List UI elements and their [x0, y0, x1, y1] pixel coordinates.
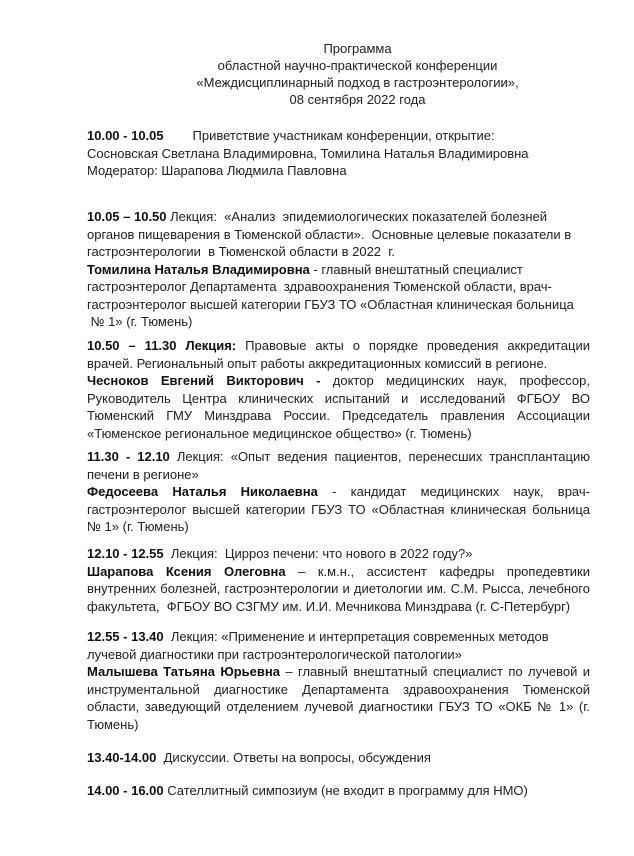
- line-text: – главный внештатный специалист по лучевой и: [279, 664, 590, 679]
- bold-text: 13.40-14.00: [87, 750, 157, 765]
- program-line: [87, 337, 590, 355]
- program-line: [87, 407, 590, 425]
- bold-text: Шарапова Ксения Олеговна: [87, 563, 286, 579]
- line-text: Лекция: «Анализ эпидемиологических показателей болезней: [166, 209, 548, 224]
- program-title: [90, 40, 625, 108]
- line-text: № 1» (г. Тюмень): [87, 519, 189, 534]
- program-item: [87, 127, 590, 180]
- title-line: 08 сентября 2022 года: [289, 92, 426, 107]
- line-text: Тюмень): [87, 716, 139, 732]
- line-text: Сосновская Светлана Владимировна, Томилина Наталья Владимировна: [87, 145, 529, 161]
- program-line: [87, 162, 590, 180]
- program-line: [87, 563, 590, 581]
- program-item: [87, 628, 590, 733]
- program-line: [87, 278, 590, 296]
- line-text: «Тюменское региональное медицинское общество» (г. Тюмень): [87, 425, 472, 441]
- title-line: «Междисциплинарный подход в гастроэнтерологии»,: [196, 75, 519, 90]
- program-item: [87, 448, 590, 536]
- program-line: [87, 313, 590, 331]
- line-text: Руководитель Центра клинических испытаний и исследований ФГБОУ ВО: [87, 390, 590, 406]
- program-line: [87, 716, 590, 734]
- program-item: [87, 782, 590, 800]
- program-line: [87, 372, 590, 390]
- program-line: [87, 425, 590, 443]
- line-text: врачей. Региональный опыт работы аккредитационных комиссий в регионе.: [87, 355, 548, 371]
- bold-text: 12.10 - 12.55: [87, 546, 164, 561]
- program-line: [87, 501, 590, 519]
- program-line: [87, 580, 590, 598]
- line-text: Правовые акты о порядке проведения аккредитации: [236, 338, 591, 353]
- program-line: [87, 243, 590, 261]
- line-text: Приветствие участникам конференции, открытие:: [163, 128, 495, 143]
- line-text: – к.м.н., ассистент кафедры пропедевтики: [285, 563, 590, 579]
- program-line: [87, 296, 590, 314]
- program-line: [87, 663, 590, 681]
- bold-text: Малышева Татьяна Юрьевна: [87, 664, 280, 679]
- program-line: [87, 390, 590, 408]
- line-text: органов пищеварения в Тюменской области». Основные целевые показатели в: [87, 226, 572, 242]
- line-text: инструментальной диагностике Департамента здравоохранения Тюменской: [87, 681, 590, 697]
- program-line: [87, 646, 590, 664]
- program-line: [87, 545, 590, 563]
- bold-text: 11.30 - 12.10: [87, 449, 170, 464]
- line-text: Модератор: Шарапова Людмила Павловна: [87, 163, 347, 178]
- title-line: Программа: [323, 41, 392, 56]
- program-line: [87, 483, 590, 501]
- line-text: лучевой диагностики при гастроэнтерологической патологии»: [87, 646, 462, 662]
- program-line: [87, 518, 590, 536]
- program-line: [87, 261, 590, 279]
- program-line: [87, 145, 590, 163]
- program-line: [87, 698, 590, 716]
- line-text: факультета, ФГБОУ ВО СЗГМУ им. И.И. Мечникова Минздрава (г. С-Петербург): [87, 598, 571, 614]
- bold-text: Чесноков Евгений Викторович -: [87, 373, 321, 388]
- bold-text: 10.50 – 11.30 Лекция:: [87, 338, 237, 353]
- program-line: [87, 448, 590, 466]
- program-item: [87, 337, 590, 442]
- program-line: [87, 466, 590, 484]
- line-text: области, заведующий отделением лучевой диагностики ГБУЗ ТО «ОКБ № 1» (г.: [87, 699, 590, 714]
- program-line: [87, 355, 590, 373]
- bold-text: 14.00 - 16.00: [87, 783, 164, 798]
- bold-text: Федосеева Наталья Николаевна: [87, 484, 318, 499]
- title-line: областной научно-практической конференции: [217, 58, 498, 73]
- program-line: [87, 226, 590, 244]
- line-text: доктор медицинских наук, профессор,: [320, 373, 591, 388]
- program-line: [87, 127, 590, 145]
- line-text: Лекция: «Опыт ведения пациентов, перенесших трансплантацию: [169, 449, 590, 464]
- line-text: гастроэнтеролог Департамента здравоохранения Тюменской области, врач-: [87, 279, 552, 294]
- line-text: Лекция: «Применение и интерпретация современных методов: [163, 629, 549, 644]
- program-line: [87, 782, 590, 800]
- bold-text: 10.00 - 10.05: [87, 128, 164, 143]
- line-text: гастроэнтеролог высшей категории ГБУЗ ТО «Областная клиническая больница: [87, 296, 574, 312]
- line-text: печени в регионе»: [87, 466, 199, 482]
- program-item: [87, 208, 590, 331]
- line-text: Дискуссии. Ответы на вопросы, обсуждения: [156, 750, 431, 765]
- program-line: [87, 628, 590, 646]
- line-text: № 1» (г. Тюмень): [87, 314, 193, 329]
- bold-text: 10.05 – 10.50: [87, 209, 167, 224]
- line-text: - главный внештатный специалист: [309, 261, 523, 277]
- program-item: [87, 545, 590, 615]
- line-text: Лекция: Цирроз печени: что нового в 2022 году?»: [163, 546, 473, 561]
- program-line: [87, 208, 590, 226]
- program-line: [87, 749, 590, 767]
- line-text: внутренних болезней, гастроэнтерологии и диетологии им. С.М. Рысса, лечебного: [87, 581, 590, 596]
- line-text: Тюменский ГМУ Минздрава России. Председатель правления Ассоциации: [87, 408, 590, 423]
- program-item: [87, 749, 590, 767]
- line-text: гастроэнтеролог высшей категории ГБУЗ ТО «Областная клиническая больница: [87, 501, 590, 517]
- line-text: гастроэнтерологии в Тюменской области в 2022 г.: [87, 244, 396, 259]
- line-text: Сателлитный симпозиум (не входит в программу для НМО): [163, 783, 528, 798]
- line-text: - кандидат медицинских наук, врач-: [317, 484, 590, 499]
- program-line: [87, 681, 590, 699]
- program-line: [87, 598, 590, 616]
- bold-text: Томилина Наталья Владимировна: [87, 261, 310, 277]
- bold-text: 12.55 - 13.40: [87, 629, 164, 644]
